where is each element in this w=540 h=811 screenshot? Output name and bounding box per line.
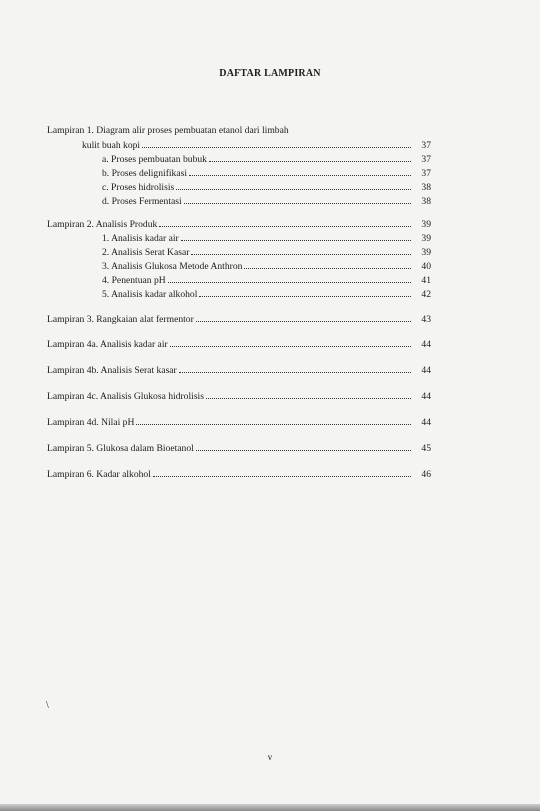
toc-entry-page: 39 — [421, 233, 431, 244]
dot-leader — [153, 466, 411, 477]
toc-entry-page: 39 — [421, 247, 431, 258]
toc-entry-2-2 — [102, 244, 431, 258]
toc-entry-label: 5. Analisis kadar alkohol — [102, 289, 198, 300]
page-number: v — [267, 752, 273, 762]
toc-entry-label: Lampiran 6. Kadar alkohol — [47, 469, 151, 480]
toc-entry-1b — [102, 165, 431, 179]
toc-entry-label: 4. Penentuan pH — [102, 275, 166, 286]
dot-leader — [184, 193, 411, 204]
toc-entry-page: 38 — [421, 182, 431, 193]
toc-entry-page: 42 — [421, 289, 431, 300]
toc-entry-label: kulit buah kopi — [82, 140, 141, 151]
toc-entry-page: 43 — [421, 314, 431, 325]
dot-leader — [291, 123, 411, 133]
toc-entry-lampiran-4d — [47, 414, 431, 428]
toc-entry-page: 37 — [421, 168, 431, 179]
dot-leader — [244, 258, 411, 269]
toc-entry-label: 3. Analisis Glukosa Metode Anthron — [102, 261, 243, 272]
toc-entry-2-5 — [102, 286, 431, 300]
toc-entry-page: 45 — [421, 443, 431, 454]
dot-leader — [199, 286, 411, 297]
dot-leader — [168, 272, 411, 283]
toc-entry-2-1 — [102, 230, 431, 244]
toc-entry-1c — [102, 179, 431, 193]
toc-entry-lampiran-1-cont — [82, 137, 431, 151]
toc-entry-page: 40 — [421, 261, 431, 272]
dot-leader — [136, 414, 411, 425]
toc-entry-page: 38 — [421, 196, 431, 207]
dot-leader — [170, 336, 411, 347]
toc-entry-label: Lampiran 4a. Analisis kadar air — [47, 339, 168, 350]
toc-entry-lampiran-2 — [47, 216, 431, 230]
dot-leader — [191, 244, 411, 255]
scan-edge — [0, 804, 540, 811]
toc-entry-lampiran-3 — [47, 311, 431, 325]
dot-leader — [196, 440, 411, 451]
toc-entry-lampiran-1 — [47, 123, 431, 137]
toc-entry-label: Lampiran 1. Diagram alir proses pembuatan etanol dari limbah — [47, 125, 289, 136]
toc-entry-page: 46 — [421, 469, 431, 480]
dot-leader — [209, 151, 411, 162]
toc-entry-label: a. Proses pembuatan bubuk — [102, 154, 207, 165]
toc-entry-2-3 — [102, 258, 431, 272]
toc-entry-label: d. Proses Fermentasi — [102, 196, 182, 207]
toc-entry-lampiran-4b — [47, 362, 431, 376]
dot-leader — [179, 362, 411, 373]
toc-entry-page: 44 — [421, 365, 431, 376]
toc-entry-page: 44 — [421, 339, 431, 350]
page-title: DAFTAR LAMPIRAN — [219, 68, 321, 79]
toc-entry-page: 37 — [421, 154, 431, 165]
toc-entry-page: 44 — [421, 391, 431, 402]
dot-leader — [196, 311, 411, 322]
toc-entry-label: b. Proses delignifikasi — [102, 168, 188, 179]
dot-leader — [176, 179, 411, 190]
toc-entry-page: 41 — [421, 275, 431, 286]
stray-mark: \ — [46, 700, 49, 711]
toc-entry-lampiran-4c — [47, 388, 431, 402]
toc-entry-page: 37 — [421, 140, 431, 151]
toc-entry-label: 2. Analisis Serat Kasar — [102, 247, 190, 258]
toc-entry-label: Lampiran 3. Rangkaian alat fermentor — [47, 314, 194, 325]
dot-leader — [142, 137, 411, 148]
toc-entry-1d — [102, 193, 431, 207]
dot-leader — [206, 388, 411, 399]
toc-entry-page: 44 — [421, 417, 431, 428]
toc-entry-lampiran-5 — [47, 440, 431, 454]
toc-entry-label: c. Proses hidrolisis — [102, 182, 175, 193]
toc-entry-page: 39 — [421, 219, 431, 230]
toc-entry-label: Lampiran 4b. Analisis Serat kasar — [47, 365, 177, 376]
toc-entry-label: Lampiran 4c. Analisis Glukosa hidrolisis — [47, 391, 204, 402]
toc-entry-2-4 — [102, 272, 431, 286]
toc-entry-lampiran-6 — [47, 466, 431, 480]
dot-leader — [181, 230, 411, 241]
toc-entry-label: Lampiran 5. Glukosa dalam Bioetanol — [47, 443, 194, 454]
dot-leader — [159, 216, 411, 227]
toc-entry-label: 1. Analisis kadar air — [102, 233, 179, 244]
toc-entry-label: Lampiran 2. Analisis Produk — [47, 219, 158, 230]
toc-entry-1a — [102, 151, 431, 165]
dot-leader — [189, 165, 411, 176]
toc-entry-label: Lampiran 4d. Nilai pH — [47, 417, 135, 428]
toc-entry-lampiran-4a — [47, 336, 431, 350]
